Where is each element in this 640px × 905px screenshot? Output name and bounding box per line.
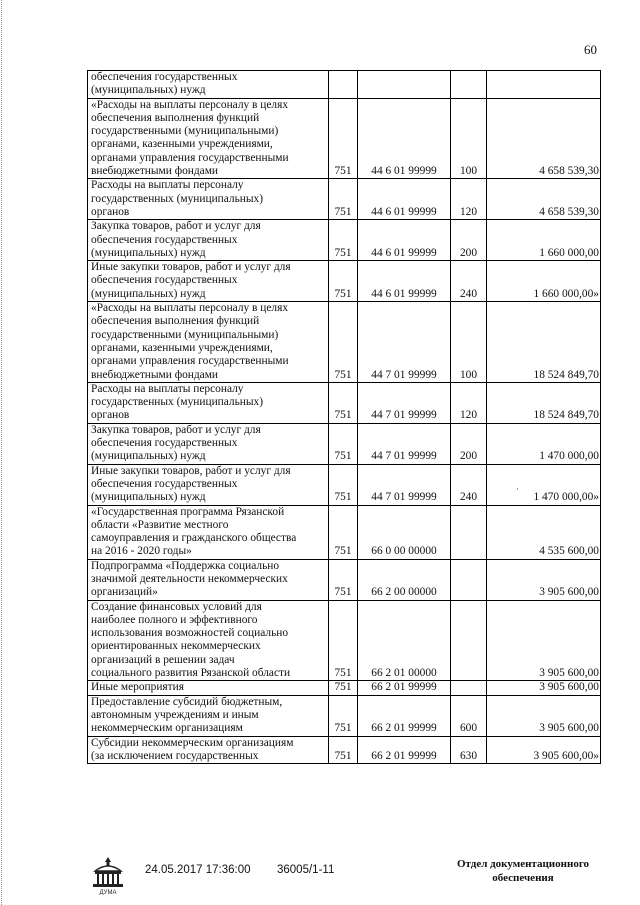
- table-row: [88, 98, 601, 179]
- row-code-cell: 751: [329, 382, 358, 423]
- footer-department-stamp: Отдел документационного обеспечения: [456, 858, 590, 884]
- row-target-article-cell: 66 2 01 99999: [358, 695, 451, 736]
- row-name-cell: Подпрограмма «Поддержка социально значимой деятельности некоммерческих организаций»: [88, 559, 329, 600]
- table-row: [88, 600, 601, 681]
- row-expense-type-cell: 120: [451, 382, 487, 423]
- row-name-cell: обеспечения государственных (муниципальных) нужд: [88, 71, 329, 99]
- row-expense-type-cell: [451, 681, 487, 695]
- page-number: 60: [584, 42, 597, 57]
- table-row: [88, 382, 601, 423]
- row-amount-cell: 3 905 600,00»: [487, 736, 601, 764]
- row-code-cell: 751: [329, 179, 358, 220]
- scan-mark: ·: [516, 484, 519, 494]
- budget-table: [87, 70, 601, 764]
- row-amount-cell: 18 524 849,70: [487, 302, 601, 383]
- table-row: [88, 505, 601, 559]
- table-row: [88, 71, 601, 99]
- row-name-cell: Создание финансовых условий для наиболее полного и эффективного использования возможностей социально ориентированных некоммерческих организаций в решении задач социального развития Рязанской области: [88, 600, 329, 681]
- row-name-cell: «Расходы на выплаты персоналу в целях обеспечения выполнения функций государственными (муниципальными) органами, казенными учреждениями, органами управления государственными внебюджетными фондами: [88, 302, 329, 383]
- row-code-cell: 751: [329, 736, 358, 764]
- row-expense-type-cell: 100: [451, 302, 487, 383]
- table-row: [88, 559, 601, 600]
- row-expense-type-cell: 240: [451, 464, 487, 505]
- table-row: [88, 261, 601, 302]
- row-name-cell: Иные закупки товаров, работ и услуг для обеспечения государственных (муниципальных) нужд: [88, 261, 329, 302]
- row-target-article-cell: 44 6 01 99999: [358, 98, 451, 179]
- row-expense-type-cell: 120: [451, 179, 487, 220]
- row-amount-cell: 1 660 000,00: [487, 220, 601, 261]
- row-code-cell: 751: [329, 302, 358, 383]
- row-target-article-cell: 44 7 01 99999: [358, 423, 451, 464]
- row-amount-cell: 4 535 600,00: [487, 505, 601, 559]
- row-name-cell: Иные закупки товаров, работ и услуг для обеспечения государственных (муниципальных) нужд: [88, 464, 329, 505]
- row-target-article-cell: 44 6 01 99999: [358, 179, 451, 220]
- row-amount-cell: [487, 71, 601, 99]
- row-expense-type-cell: [451, 600, 487, 681]
- row-amount-cell: 1 470 000,00: [487, 423, 601, 464]
- table-row: [88, 179, 601, 220]
- row-amount-cell: 3 905 600,00: [487, 559, 601, 600]
- row-expense-type-cell: 200: [451, 423, 487, 464]
- row-expense-type-cell: 100: [451, 98, 487, 179]
- scan-margin-line: [1, 0, 2, 905]
- table-row: [88, 423, 601, 464]
- footer-datetime: 24.05.2017 17:36:00: [145, 864, 251, 876]
- row-name-cell: Субсидии некоммерческим организациям (за исключением государственных: [88, 736, 329, 764]
- row-expense-type-cell: 200: [451, 220, 487, 261]
- row-target-article-cell: 66 2 00 00000: [358, 559, 451, 600]
- row-code-cell: 751: [329, 261, 358, 302]
- row-name-cell: Предоставление субсидий бюджетным, автономным учреждениям и иным некоммерческим организациям: [88, 695, 329, 736]
- row-code-cell: [329, 71, 358, 99]
- footer-doc-number: 36005/1-11: [277, 864, 335, 876]
- row-code-cell: 751: [329, 220, 358, 261]
- row-expense-type-cell: 630: [451, 736, 487, 764]
- table-row: [88, 681, 601, 695]
- row-target-article-cell: [358, 71, 451, 99]
- row-code-cell: 751: [329, 464, 358, 505]
- table-row: [88, 464, 601, 505]
- row-name-cell: Закупка товаров, работ и услуг для обеспечения государственных (муниципальных) нужд: [88, 423, 329, 464]
- row-code-cell: 751: [329, 600, 358, 681]
- row-amount-cell: 3 905 600,00: [487, 681, 601, 695]
- table-row: [88, 220, 601, 261]
- row-code-cell: 751: [329, 695, 358, 736]
- row-name-cell: Закупка товаров, работ и услуг для обеспечения государственных (муниципальных) нужд: [88, 220, 329, 261]
- row-amount-cell: 1 660 000,00»: [487, 261, 601, 302]
- table-row: [88, 695, 601, 736]
- row-target-article-cell: 44 6 01 99999: [358, 261, 451, 302]
- row-target-article-cell: 44 6 01 99999: [358, 220, 451, 261]
- row-target-article-cell: 66 0 00 00000: [358, 505, 451, 559]
- row-amount-cell: 3 905 600,00: [487, 600, 601, 681]
- row-expense-type-cell: 600: [451, 695, 487, 736]
- row-expense-type-cell: 240: [451, 261, 487, 302]
- row-amount-cell: 3 905 600,00: [487, 695, 601, 736]
- row-name-cell: Иные мероприятия: [88, 681, 329, 695]
- row-amount-cell: 18 524 849,70: [487, 382, 601, 423]
- row-name-cell: Расходы на выплаты персоналу государственных (муниципальных) органов: [88, 382, 329, 423]
- row-code-cell: 751: [329, 681, 358, 695]
- row-target-article-cell: 44 7 01 99999: [358, 302, 451, 383]
- row-code-cell: 751: [329, 423, 358, 464]
- row-expense-type-cell: [451, 559, 487, 600]
- row-target-article-cell: 66 2 01 00000: [358, 600, 451, 681]
- row-code-cell: 751: [329, 505, 358, 559]
- row-amount-cell: 1 470 000,00»: [487, 464, 601, 505]
- row-code-cell: 751: [329, 559, 358, 600]
- row-expense-type-cell: [451, 505, 487, 559]
- row-name-cell: «Государственная программа Рязанской области «Развитие местного самоуправления и гражданского общества на 2016 - 2020 годы»: [88, 505, 329, 559]
- table-row: [88, 302, 601, 383]
- row-amount-cell: 4 658 539,30: [487, 179, 601, 220]
- row-target-article-cell: 44 7 01 99999: [358, 464, 451, 505]
- duma-seal-icon: [89, 855, 127, 895]
- row-target-article-cell: 66 2 01 99999: [358, 681, 451, 695]
- row-name-cell: Расходы на выплаты персоналу государственных (муниципальных) органов: [88, 179, 329, 220]
- row-amount-cell: 4 658 539,30: [487, 98, 601, 179]
- row-target-article-cell: 66 2 01 99999: [358, 736, 451, 764]
- row-name-cell: «Расходы на выплаты персоналу в целях обеспечения выполнения функций государственными (муниципальными) органами, казенными учреждениями, органами управления государственными внебюджетными фондами: [88, 98, 329, 179]
- table-row: [88, 736, 601, 764]
- svg-text:ДУМА: ДУМА: [99, 890, 117, 895]
- row-code-cell: 751: [329, 98, 358, 179]
- row-expense-type-cell: [451, 71, 487, 99]
- row-target-article-cell: 44 7 01 99999: [358, 382, 451, 423]
- budget-table-body: [88, 71, 601, 764]
